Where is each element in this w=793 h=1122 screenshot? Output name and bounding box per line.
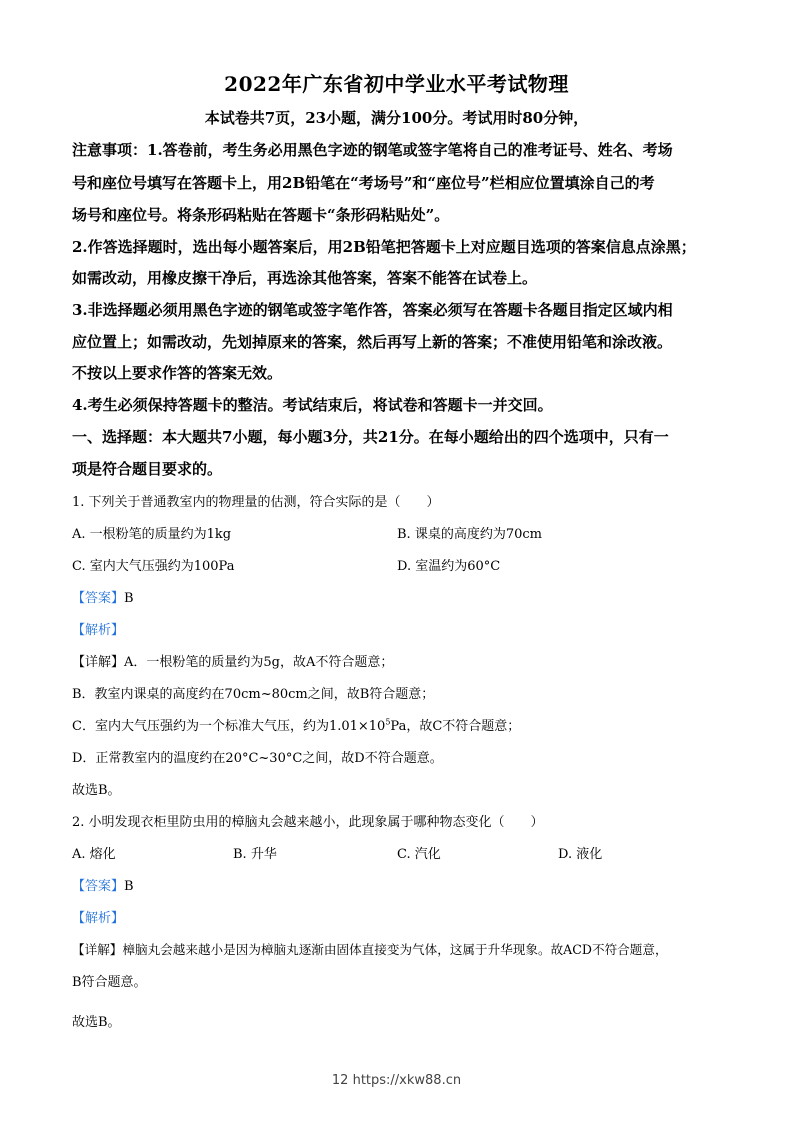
notice-line-5: 如需改动，用橡皮擦干净后，再选涂其他答案，答案不能答在试卷上。 (72, 269, 538, 287)
answer-tag: 【答案】 (72, 879, 125, 894)
detail-tag: 【详解】 (72, 655, 125, 670)
notice-line-2: 号和座位号填写在答题卡上，用2B铅笔在“考场号”和“座位号”栏相应位置填涂自己的考 (72, 174, 655, 192)
question-2-conclusion: 故选B。 (72, 1015, 121, 1030)
question-2-option-d: D. 液化 (558, 847, 603, 862)
notice-line-3: 场号和座位号。将条形码粘贴在答题卡“条形码粘贴处”。 (72, 206, 450, 224)
question-1-conclusion: 故选B。 (72, 783, 121, 798)
question-1-option-b: B. 课桌的高度约为70cm (397, 527, 542, 542)
notice-line-7: 应位置上；如需改动，先划掉原来的答案，然后再写上新的答案；不准使用铅笔和涂改液。 (72, 333, 673, 351)
question-1-option-c: C. 室内大气压强约为100Pa (72, 559, 235, 574)
exponent: 5 (385, 717, 391, 727)
question-1-option-d: D. 室温约为60°C (397, 559, 501, 574)
question-1-answer (72, 587, 134, 606)
answer-value: B (124, 879, 134, 894)
question-2-option-a: A. 熔化 (72, 847, 116, 862)
notice-line-6: 3.非选择题必须用黑色字迹的钢笔或签字笔作答，答案必须写在答题卡各题目指定区域内相 (72, 301, 673, 319)
question-2-option-c: C. 汽化 (397, 847, 441, 862)
question-1-detail-d: D．正常教室内的温度约在20°C~30°C之间，故D不符合题意。 (72, 751, 443, 766)
question-1-stem: 1. 下列关于普通教室内的物理量的估测，符合实际的是（ ） (72, 495, 440, 510)
page-title: 2022年广东省初中学业水平考试物理 (224, 72, 569, 96)
question-1-analysis-tag: 【解析】 (72, 623, 125, 638)
question-1-detail-a (72, 651, 393, 670)
question-2-detail-2: B符合题意。 (72, 975, 147, 990)
notice-line-4: 2.作答选择题时，选出每小题答案后，用2B铅笔把答题卡上对应题目选项的答案信息点涂黑； (72, 238, 696, 256)
question-1-detail-b: B．教室内课桌的高度约在70cm~80cm之间，故B符合题意； (72, 687, 435, 702)
answer-value: B (124, 591, 134, 606)
exam-info: 本试卷共7页，23小题，满分100分。考试用时80分钟， (204, 109, 589, 127)
detail-text: A．一根粉笔的质量约为5g，故A不符合题意； (124, 655, 394, 670)
detail-c-text: C．室内大气压强约为一个标准大气压，约为1.01×10 (72, 719, 386, 734)
notice-line-9: 4.考生必须保持答题卡的整洁。考试结束后，将试卷和答题卡一并交回。 (72, 396, 553, 414)
detail-c-text-end: Pa，故C不符合题意； (390, 719, 521, 734)
question-2-stem: 2. 小明发现衣柜里防虫用的樟脑丸会越来越小，此现象属于哪种物态变化（ ） (72, 815, 544, 830)
detail-tag: 【详解】 (72, 942, 123, 957)
question-2-option-b: B. 升华 (233, 847, 277, 862)
question-2-analysis-tag: 【解析】 (72, 911, 125, 926)
notice-line-1: 注意事项：1.答卷前，考生务必用黑色字迹的钢笔或签字笔将自己的准考证号、姓名、考场 (72, 141, 673, 159)
question-2-detail-1 (72, 939, 668, 958)
question-1-option-a: A. 一根粉笔的质量约为1kg (72, 527, 232, 542)
question-1-detail-c (72, 715, 520, 734)
detail-text: 樟脑丸会越来越小是因为樟脑丸逐渐由固体直接变为气体，这属于升华现象。故ACD不符合题意， (122, 942, 668, 957)
page-footer: 12 https://xkw88.cn (331, 1073, 462, 1088)
answer-tag: 【答案】 (72, 591, 125, 606)
section-heading-line-2: 项是符合题目要求的。 (72, 460, 223, 478)
question-2-answer (72, 875, 134, 894)
notice-line-8: 不按以上要求作答的答案无效。 (72, 364, 283, 382)
section-heading-line-1: 一、选择题：本大题共7小题，每小题3分，共21分。在每小题给出的四个选项中，只有一 (72, 428, 669, 446)
